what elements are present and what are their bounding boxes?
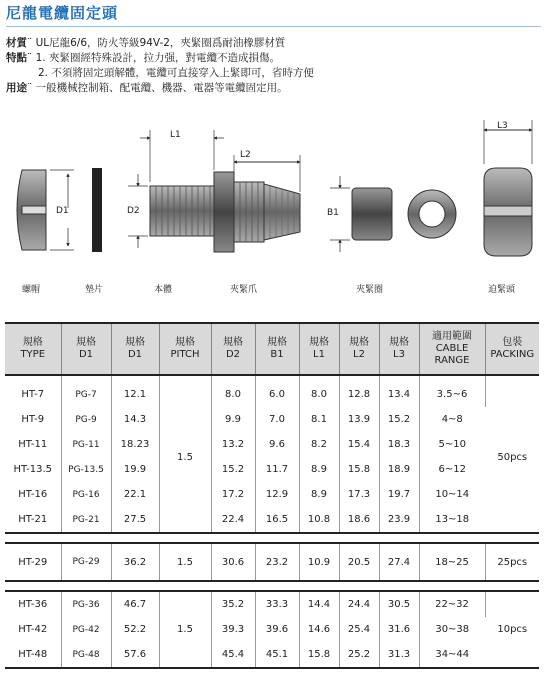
header-d1 [111,323,159,375]
header-b1 [255,323,299,375]
header-d2 [211,323,255,375]
table-cell: 14.4 [299,591,339,617]
table-cell: 9.6 [255,432,299,457]
header-l3 [379,323,419,375]
table-cell: PG-11 [61,432,111,457]
table-cell: 8.0 [211,375,255,407]
header-text: D1 [127,349,143,360]
spec-feature-2: 2. 不須將固定頭解體，電纜可直接穿入上緊即可，省時方便 [38,67,314,79]
table-cell: 19.7 [379,482,419,507]
header-text: CABLE RANGE [434,343,470,366]
table-cell: 30.5 [379,591,419,617]
dim-d1: D1 [56,206,69,216]
table-row [5,543,539,581]
table-group-2 [5,543,539,581]
page-title: 尼龍電纜固定頭 [6,4,119,22]
table-cell: 13.2 [211,432,255,457]
spec-table [5,322,539,669]
dim-l2: L2 [240,150,251,160]
table-cell: 22.1 [111,482,159,507]
group3-packing: 10pcs [497,624,528,635]
table-cell: 15.2 [211,457,255,482]
table-cell: 8.2 [299,432,339,457]
table-cell: 45.1 [255,642,299,668]
table-cell: 35.2 [211,591,255,617]
header-text: 規格 [76,337,96,348]
header-text: L3 [393,349,405,360]
table-cell: 57.6 [111,642,159,668]
table-cell: PG-16 [61,482,111,507]
seal-drawing [352,188,392,240]
table-cell: 14.3 [111,407,159,432]
table-cell: 30.6 [211,543,255,581]
table-cell: HT-9 [5,407,61,432]
table-row [5,591,539,617]
table-cell: 16.5 [255,507,299,533]
table-cell: 25.2 [339,642,379,668]
exploded-diagram [0,110,545,320]
table-row [5,642,539,668]
table-cell: PG-48 [61,642,111,668]
table-cell: 27.5 [111,507,159,533]
header-text: L1 [313,349,325,360]
header-text: 規格 [389,337,409,348]
table-cell: 6~12 [438,464,466,475]
table-cell: 23.9 [379,507,419,533]
table-cell: 18.9 [379,457,419,482]
table-cell: 12.1 [111,375,159,407]
header-text: 適用範圍 [432,331,472,342]
header-pg [61,323,111,375]
table-cell: 11.7 [255,457,299,482]
table-cell: 17.2 [211,482,255,507]
table-cell: HT-11 [5,432,61,457]
title-divider [6,26,541,27]
table-row [5,482,539,507]
header-text: 規格 [309,337,329,348]
features-label: 特點 [6,52,27,64]
table-cell: 45.4 [211,642,255,668]
table-cell: 7.0 [255,407,299,432]
group3-pitch: 1.5 [159,591,211,668]
table-cell: 52.2 [111,617,159,642]
dim-b1: B1 [327,208,339,218]
table-cell: 18.6 [339,507,379,533]
table-cell: PG-29 [61,543,111,581]
table-cell: 10.8 [299,507,339,533]
table-cell: 8.9 [299,482,339,507]
body-drawing [150,172,300,252]
table-cell: 24.4 [339,591,379,617]
dim-l1: L1 [170,130,181,140]
table-cell: HT-29 [5,543,61,581]
group2-pitch: 1.5 [159,543,211,581]
part-washer: 墊片 [85,285,104,295]
header-row [5,323,539,375]
table-cell: PG-7 [61,375,111,407]
table-cell: PG-9 [61,407,111,432]
table-cell: 12.8 [339,375,379,407]
table-cell: 39.3 [211,617,255,642]
table-cell: 18.23 [111,432,159,457]
table-cell: 4~8 [441,414,463,425]
table-cell: 10~14 [435,489,470,500]
table-cell: 9.9 [211,407,255,432]
table-cell: 15.2 [379,407,419,432]
table-cell: HT-21 [5,507,61,533]
material-text: UL尼龍6/6，防火等級94V-2，夾緊圈爲耐油橡膠材質 [35,37,286,49]
table-cell: 36.2 [111,543,159,581]
washer-drawing [92,168,102,252]
part-seal: 夾緊圈 [356,285,384,295]
table-cell: 10.9 [299,543,339,581]
header-text: 規格 [175,337,195,348]
header-text: 規格 [349,337,369,348]
table-cell: 3.5~6 [419,375,485,407]
header-text: D1 [78,349,94,360]
table-cell: 17.3 [339,482,379,507]
table-cell: 31.6 [379,617,419,642]
header-text: 規格 [125,337,145,348]
group2-packing: 25pcs [497,556,528,568]
table-cell: HT-36 [5,591,61,617]
table-row [5,432,539,457]
table-cell: HT-13.5 [5,457,61,482]
material-label: 材質 [6,37,27,49]
table-cell: HT-42 [5,617,61,642]
table-gap [5,581,539,591]
header-text: 規格 [223,337,243,348]
table-cell: 13.4 [379,375,419,407]
header-packing [485,323,539,375]
header-text: B1 [270,349,284,360]
table-cell: 15.8 [339,457,379,482]
table-cell: 33.3 [255,591,299,617]
seal-ring-drawing [408,190,456,238]
table-cell: 12.9 [255,482,299,507]
locknut-drawing [17,170,46,250]
part-claw: 夾緊爪 [230,285,258,295]
spec-material: 材質¨ UL尼龍6/6，防火等級94V-2，夾緊圈爲耐油橡膠材質 [6,37,286,49]
table-cell: 18.3 [379,432,419,457]
usage-text: 一般機械控制箱、配電纜、機器、電器等電纜固定用。 [35,82,288,94]
dim-d2: D2 [127,206,140,216]
table-cell: 5~10 [438,439,466,450]
table-gap [5,533,539,543]
table-cell: PG-21 [61,507,111,533]
table-row [5,457,539,482]
header-type [5,323,61,375]
table-cell: 18~25 [419,543,485,581]
table-cell: 13.9 [339,407,379,432]
header-text: 規格 [22,337,43,348]
table-cell: HT-16 [5,482,61,507]
header-pitch [159,323,211,375]
table-cell: 8.9 [299,457,339,482]
table-cell: 39.6 [255,617,299,642]
table-cell: 8.1 [299,407,339,432]
table-cell: 8.0 [299,375,339,407]
header-l2 [339,323,379,375]
table-row [5,507,539,533]
header-cable-range [419,323,485,375]
table-row [5,617,539,642]
table-cell: 34~44 [435,649,470,660]
table-cell: 20.5 [339,543,379,581]
header-text: PITCH [170,349,200,360]
part-body: 本體 [154,285,173,295]
spec-features: 特點¨ 1. 夾緊圈經特殊設計，拉力强，對電纜不造成損傷。 [6,52,280,64]
part-cap: 迫緊頭 [488,285,516,295]
table-cell: 15.4 [339,432,379,457]
header-l1 [299,323,339,375]
table-cell: 23.2 [255,543,299,581]
part-locknut: 螺帽 [22,285,41,295]
usage-label: 用途 [6,82,27,94]
feature-1: 1. 夾緊圈經特殊設計，拉力强，對電纜不造成損傷。 [35,52,280,64]
table-cell: 13~18 [435,514,470,525]
header-text: TYPE [20,349,46,360]
table-cell: PG-42 [61,617,111,642]
table-cell: HT-48 [5,642,61,668]
cap-drawing [484,168,532,256]
table-cell: PG-36 [61,591,111,617]
header-text: PACKING [490,349,535,360]
table-cell: HT-7 [5,375,61,407]
table-cell: 30~38 [435,624,470,635]
group1-packing: 50pcs [497,451,528,463]
header-text: 規格 [267,337,287,348]
table-cell: 31.3 [379,642,419,668]
table-row [5,407,539,432]
table-cell: 27.4 [379,543,419,581]
table-group-3 [5,591,539,668]
table-cell: PG-13.5 [61,457,111,482]
table-cell: 14.6 [299,617,339,642]
header-text: 包裝 [502,337,523,348]
table-cell: 22~32 [419,591,485,617]
table-cell: 46.7 [111,591,159,617]
group1-pitch: 1.5 [159,375,211,533]
spec-usage: 用途¨ 一般機械控制箱、配電纜、機器、電器等電纜固定用。 [6,82,288,94]
header-text: L2 [353,349,365,360]
table-row [5,375,539,407]
table-cell: 6.0 [255,375,299,407]
table-group-1 [5,375,539,533]
table-cell: 19.9 [111,457,159,482]
header-text: D2 [225,349,241,360]
dim-l3: L3 [497,121,508,131]
table-cell: 22.4 [211,507,255,533]
table-cell: 25.4 [339,617,379,642]
table-cell: 15.8 [299,642,339,668]
